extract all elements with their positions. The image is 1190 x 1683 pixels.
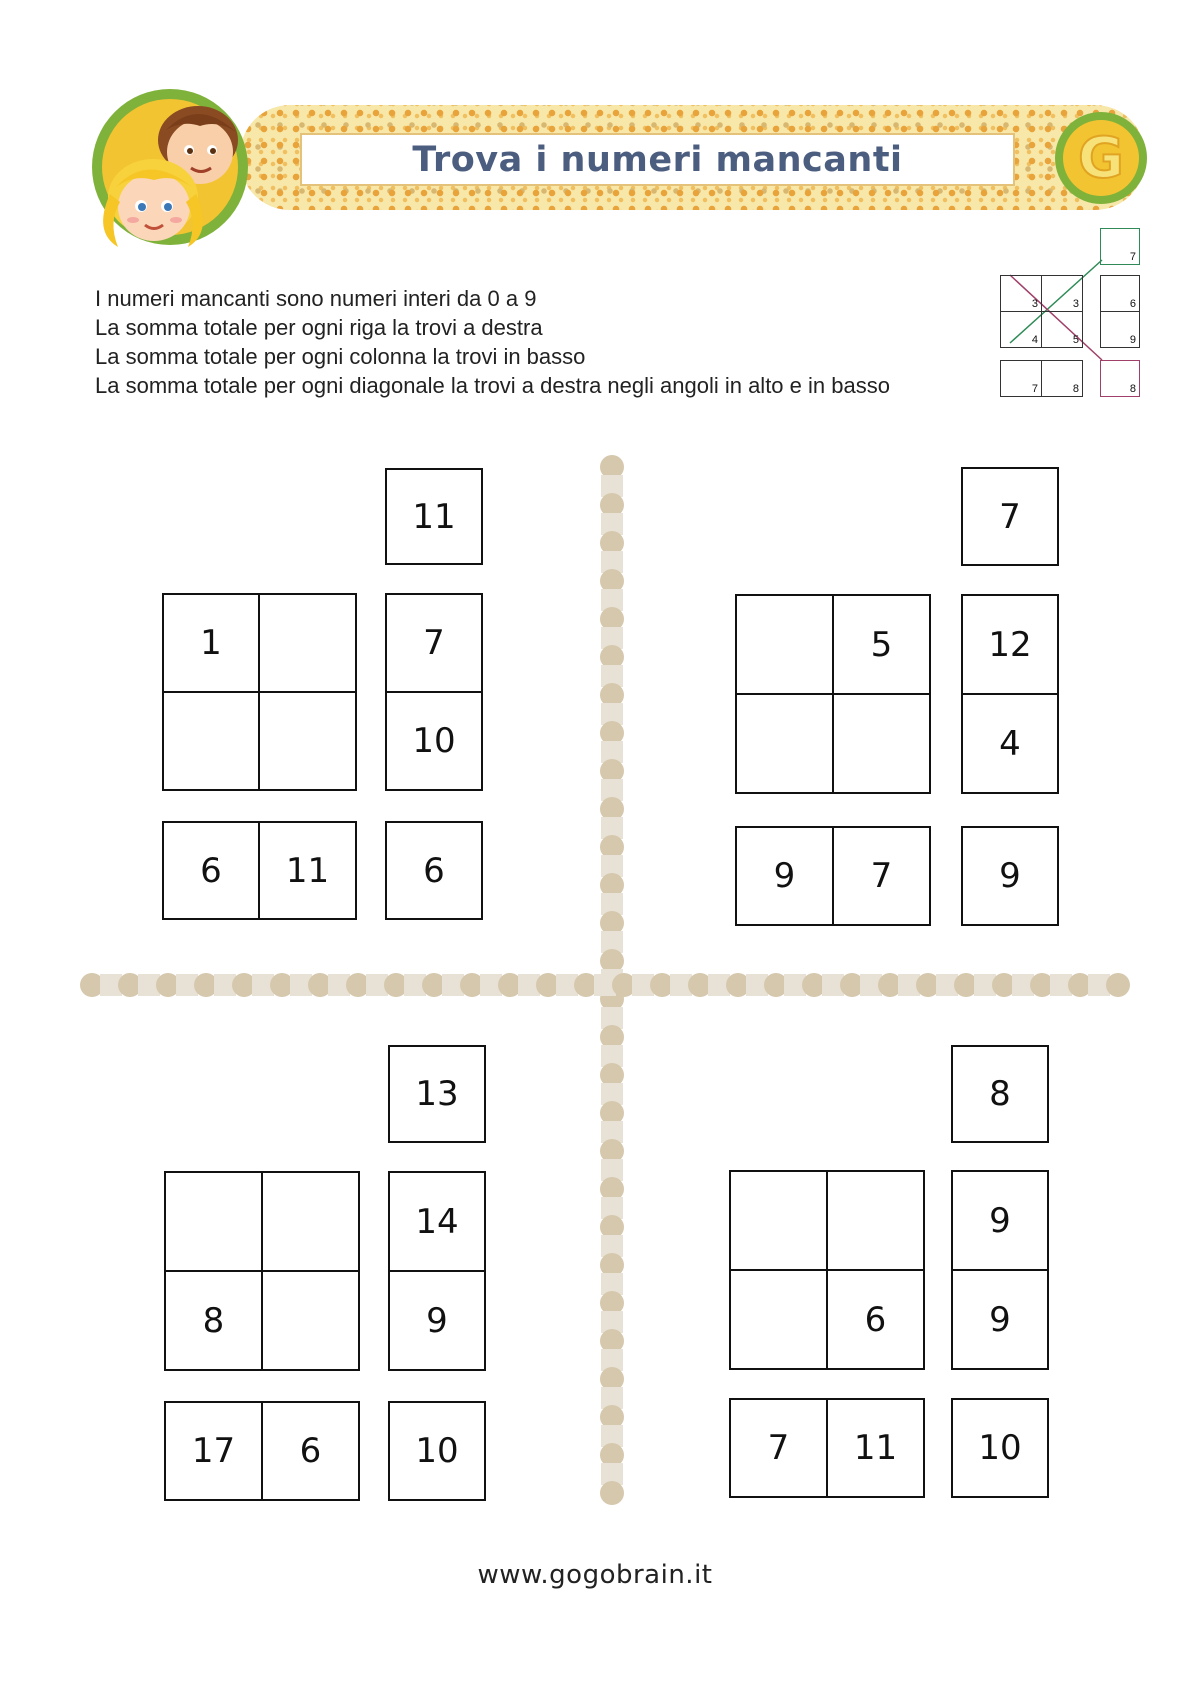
grid-cell[interactable] xyxy=(258,593,357,693)
col-sum-box: 17 xyxy=(164,1401,263,1501)
col-sum-box: 6 xyxy=(261,1401,360,1501)
grid-cell[interactable] xyxy=(735,693,834,794)
diag-top-sum-box: 7 xyxy=(961,467,1059,566)
title-box xyxy=(300,133,1015,186)
row-sum-box: 10 xyxy=(385,691,483,791)
col-sum-box: 9 xyxy=(735,826,834,926)
row-sum-box: 9 xyxy=(951,1269,1049,1370)
row-sum-box: 7 xyxy=(385,593,483,693)
example-diag-bottom: 8 xyxy=(1100,360,1140,397)
kids-illustration xyxy=(88,82,263,257)
grid-cell[interactable]: 8 xyxy=(164,1270,263,1371)
diag-bottom-sum-box: 9 xyxy=(961,826,1059,926)
grid-cell[interactable] xyxy=(729,1170,828,1271)
brand-logo-letter: G xyxy=(1078,125,1124,191)
horizontal-separator xyxy=(80,970,1140,1000)
grid-cell[interactable] xyxy=(826,1170,925,1271)
grid-cell[interactable]: 5 xyxy=(832,594,931,695)
col-sum-box: 11 xyxy=(258,821,357,920)
diag-bottom-sum-box: 10 xyxy=(388,1401,486,1501)
example-cell: 3 xyxy=(1000,275,1042,312)
grid-cell[interactable] xyxy=(258,691,357,791)
instruction-line: La somma totale per ogni colonna la trovi in basso xyxy=(95,344,586,369)
grid-cell[interactable] xyxy=(164,1171,263,1272)
instruction-line: La somma totale per ogni riga la trovi a destra xyxy=(95,315,543,340)
col-sum-box: 7 xyxy=(729,1398,828,1498)
diag-bottom-sum-box: 10 xyxy=(951,1398,1049,1498)
row-sum-box: 4 xyxy=(961,693,1059,794)
row-sum-box: 14 xyxy=(388,1171,486,1272)
instruction-line: I numeri mancanti sono numeri interi da 0 a 9 xyxy=(95,286,537,311)
grid-cell[interactable]: 6 xyxy=(826,1269,925,1370)
page-title: Trova i numeri mancanti xyxy=(412,139,903,180)
row-sum-box: 9 xyxy=(951,1170,1049,1271)
example-diagram xyxy=(1000,225,1140,400)
grid-cell[interactable] xyxy=(729,1269,828,1370)
grid-cell[interactable] xyxy=(261,1171,360,1272)
col-sum-box: 6 xyxy=(162,821,260,920)
footer-url[interactable]: www.gogobrain.it xyxy=(477,1560,713,1590)
example-diag-top: 7 xyxy=(1100,228,1140,265)
separator-dot xyxy=(600,1481,624,1505)
diag-bottom-sum-box: 6 xyxy=(385,821,483,920)
grid-cell[interactable] xyxy=(162,691,260,791)
grid-cell[interactable] xyxy=(832,693,931,794)
example-col-sum: 8 xyxy=(1041,360,1083,397)
col-sum-box: 7 xyxy=(832,826,931,926)
example-cell: 5 xyxy=(1041,311,1083,348)
row-sum-box: 12 xyxy=(961,594,1059,695)
instructions xyxy=(95,284,890,400)
example-row-sum: 9 xyxy=(1100,311,1140,348)
diag-top-sum-box: 8 xyxy=(951,1045,1049,1143)
separator-dot xyxy=(1106,973,1130,997)
grid-cell[interactable] xyxy=(261,1270,360,1371)
brand-logo xyxy=(1055,112,1147,204)
diag-top-sum-box: 13 xyxy=(388,1045,486,1143)
grid-cell[interactable] xyxy=(735,594,834,695)
grid-cell[interactable]: 1 xyxy=(162,593,260,693)
example-cell: 3 xyxy=(1041,275,1083,312)
col-sum-box: 11 xyxy=(826,1398,925,1498)
row-sum-box: 9 xyxy=(388,1270,486,1371)
instruction-line: La somma totale per ogni diagonale la trovi a destra negli angoli in alto e in basso xyxy=(95,373,890,398)
example-cell: 4 xyxy=(1000,311,1042,348)
example-row-sum: 6 xyxy=(1100,275,1140,312)
diag-top-sum-box: 11 xyxy=(385,468,483,565)
example-col-sum: 7 xyxy=(1000,360,1042,397)
